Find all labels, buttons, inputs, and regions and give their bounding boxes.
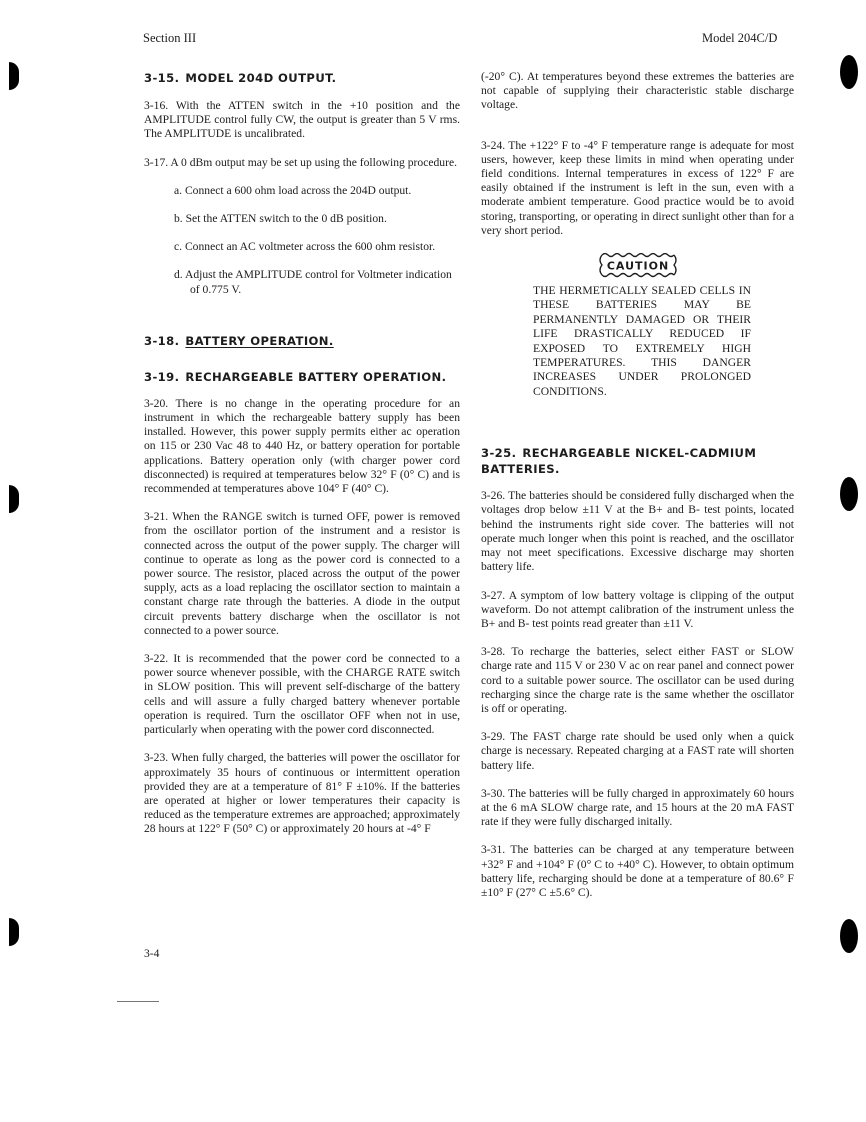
- heading-number: 3-19.: [144, 369, 180, 384]
- footer-rule: [117, 1001, 159, 1002]
- right-column: [481, 70, 794, 900]
- binding-hole-left-top: [9, 62, 19, 90]
- heading-3-19: [144, 369, 460, 385]
- caution-label: CAUTION: [606, 259, 669, 273]
- step-d: d. Adjust the AMPLITUDE control for Voltmeter indication of 0.775 V.: [174, 268, 452, 296]
- heading-title: MODEL 204D OUTPUT.: [185, 71, 337, 85]
- paragraph-3-17: 3-17. A 0 dBm output may be set up using the following procedure.: [144, 155, 457, 169]
- heading-title: RECHARGEABLE NICKEL-CADMIUM BATTERIES.: [481, 446, 757, 477]
- step-c: c. Connect an AC voltmeter across the 600 ohm resistor.: [174, 240, 436, 254]
- paragraph-3-22: 3-22. It is recommended that the power cord be connected to a power source whenever possible, with the CHARGE RATE switch in SLOW position. This will prevent self-discharge of the battery cells and will assure a fully charged battery whenever portable operation is required. Turn the oscillator OFF when not in use, particularly when operating with the power cord disconnected.: [144, 652, 460, 737]
- step-a: a. Connect a 600 ohm load across the 204D output.: [174, 183, 412, 197]
- caution-text: THE HERMETICALLY SEALED CELLS IN THESE BATTERIES MAY BE PERMANENTLY DAMAGED OR THEIR LIFE DRASTICALLY REDUCED IF EXPOSED TO EXTREMELY HIGH TEMPERATURES. THIS DANGER INCREASES UNDER PROLONGED CONDITIONS.: [533, 284, 751, 398]
- paragraph-3-16: 3-16. With the ATTEN switch in the +10 position and the AMPLITUDE control fully CW, the output is greater than 5 V rms. The AMPLITUDE is uncalibrated.: [144, 99, 460, 141]
- heading-number: 3-18.: [144, 333, 180, 348]
- page-number: 3-4: [144, 947, 160, 960]
- heading-3-15: [144, 70, 460, 86]
- binding-hole-left-middle: [9, 485, 19, 513]
- paragraph-3-23-continued: (-20° C). At temperatures beyond these extremes the batteries are not capable of supplying their characteristic stable discharge voltage.: [481, 70, 794, 112]
- paragraph-3-26: 3-26. The batteries should be considered fully discharged when the voltages drop below ±11 V at the B+ and B- test points, located behind the instruments right side cover. The batteries will not operate much longer when this point is reached, and the oscillator may not meet specifications. Excessive discharge may shorten battery life.: [481, 489, 794, 574]
- left-column: [144, 70, 460, 837]
- binding-hole-left-bottom: [9, 918, 19, 946]
- caution-banner: [596, 252, 680, 278]
- paragraph-3-24: 3-24. The +122° F to -4° F temperature range is adequate for most users, however, keep these limits in mind when operating under field conditions. Internal temperatures in excess of 122° F are easily obtained if the instrument is left in the sun, even with a moderate ambient temperature. Good practice would be to avoid storing, transporting, or operating in direct sunlight other than for a very short period.: [481, 138, 794, 237]
- paragraph-3-31: 3-31. The batteries can be charged at any temperature between +32° F and +104° F (0° C to +40° C). However, to obtain optimum battery life, recharging should be done at a temperature of 80.6° F ±10° F (27° C ±5.6° C).: [481, 843, 794, 899]
- model-label: Model 204C/D: [702, 31, 778, 45]
- paragraph-3-30: 3-30. The batteries will be fully charged in approximately 60 hours at the 6 mA SLOW charge rate, and 15 hours at the 20 mA FAST rate if they were fully discharged initally.: [481, 786, 794, 829]
- paragraph-3-23: 3-23. When fully charged, the batteries will power the oscillator for approximately 35 hours of continuous or intermittent operation provided they are at a temperature of 81° F ±10%. If the batteries are operated at higher or lower temperatures their capacity is reduced as the temperature extremes are approached; approximately 28 hours at 122° F (50° C) or approximately 20 hours at -4° F: [144, 751, 460, 836]
- binding-hole-right-top: [840, 55, 858, 89]
- binding-hole-right-bottom: [840, 919, 858, 953]
- heading-title: BATTERY OPERATION.: [185, 333, 334, 348]
- caution-frame-icon: [596, 252, 680, 278]
- paragraph-3-27: 3-27. A symptom of low battery voltage is clipping of the output waveform. Do not attempt calibration of the instrument unless the B+ and B- test points read greater than ±11 V.: [481, 588, 794, 630]
- paragraph-3-29: 3-29. The FAST charge rate should be used only when a quick charge is necessary. Repeated charging at a FAST rate will shorten battery life.: [481, 730, 794, 772]
- procedure-list: [144, 184, 460, 297]
- paragraph-3-20: 3-20. There is no change in the operating procedure for an instrument in which the rechargeable battery supply has been installed. However, this power supply permits either ac operation on 115 or 230 Vac 48 to 440 Hz, or battery operation for portable applications. Battery operation only (with charger power cord disconnected) is required at temperatures below 32° F (0° C) and is recommended at temperatures above 104° F (40° C).: [144, 396, 460, 496]
- step-b: b. Set the ATTEN switch to the 0 dB position.: [174, 212, 387, 226]
- heading-number: 3-25.: [481, 446, 517, 461]
- heading-3-25: [481, 445, 794, 477]
- paragraph-3-21: 3-21. When the RANGE switch is turned OFF, power is removed from the oscillator portion of the instrument and a resistor is connected across the output of the power supply. The charger will continue to operate as long as the power cord is connected to a power source. The resistor, placed across the output of the power supply, acts as a load replacing the oscillator section to maintain a constant charge rate through the batteries. A diode in the output circuit prevents battery discharge when the oscillator is not connected to a power source.: [144, 510, 460, 637]
- section-label: Section III: [143, 31, 197, 45]
- heading-number: 3-15.: [144, 71, 180, 85]
- binding-hole-right-middle: [840, 477, 858, 511]
- heading-3-18: [144, 333, 460, 349]
- paragraph-3-28: 3-28. To recharge the batteries, select either FAST or SLOW charge rate and 115 V or 230 V ac on rear panel and connect power cord to a suitable power source. The oscillator can be used during recharging since the charge rate is the same whether the oscillator is off or operating.: [481, 645, 794, 715]
- heading-title: RECHARGEABLE BATTERY OPERATION.: [185, 369, 447, 384]
